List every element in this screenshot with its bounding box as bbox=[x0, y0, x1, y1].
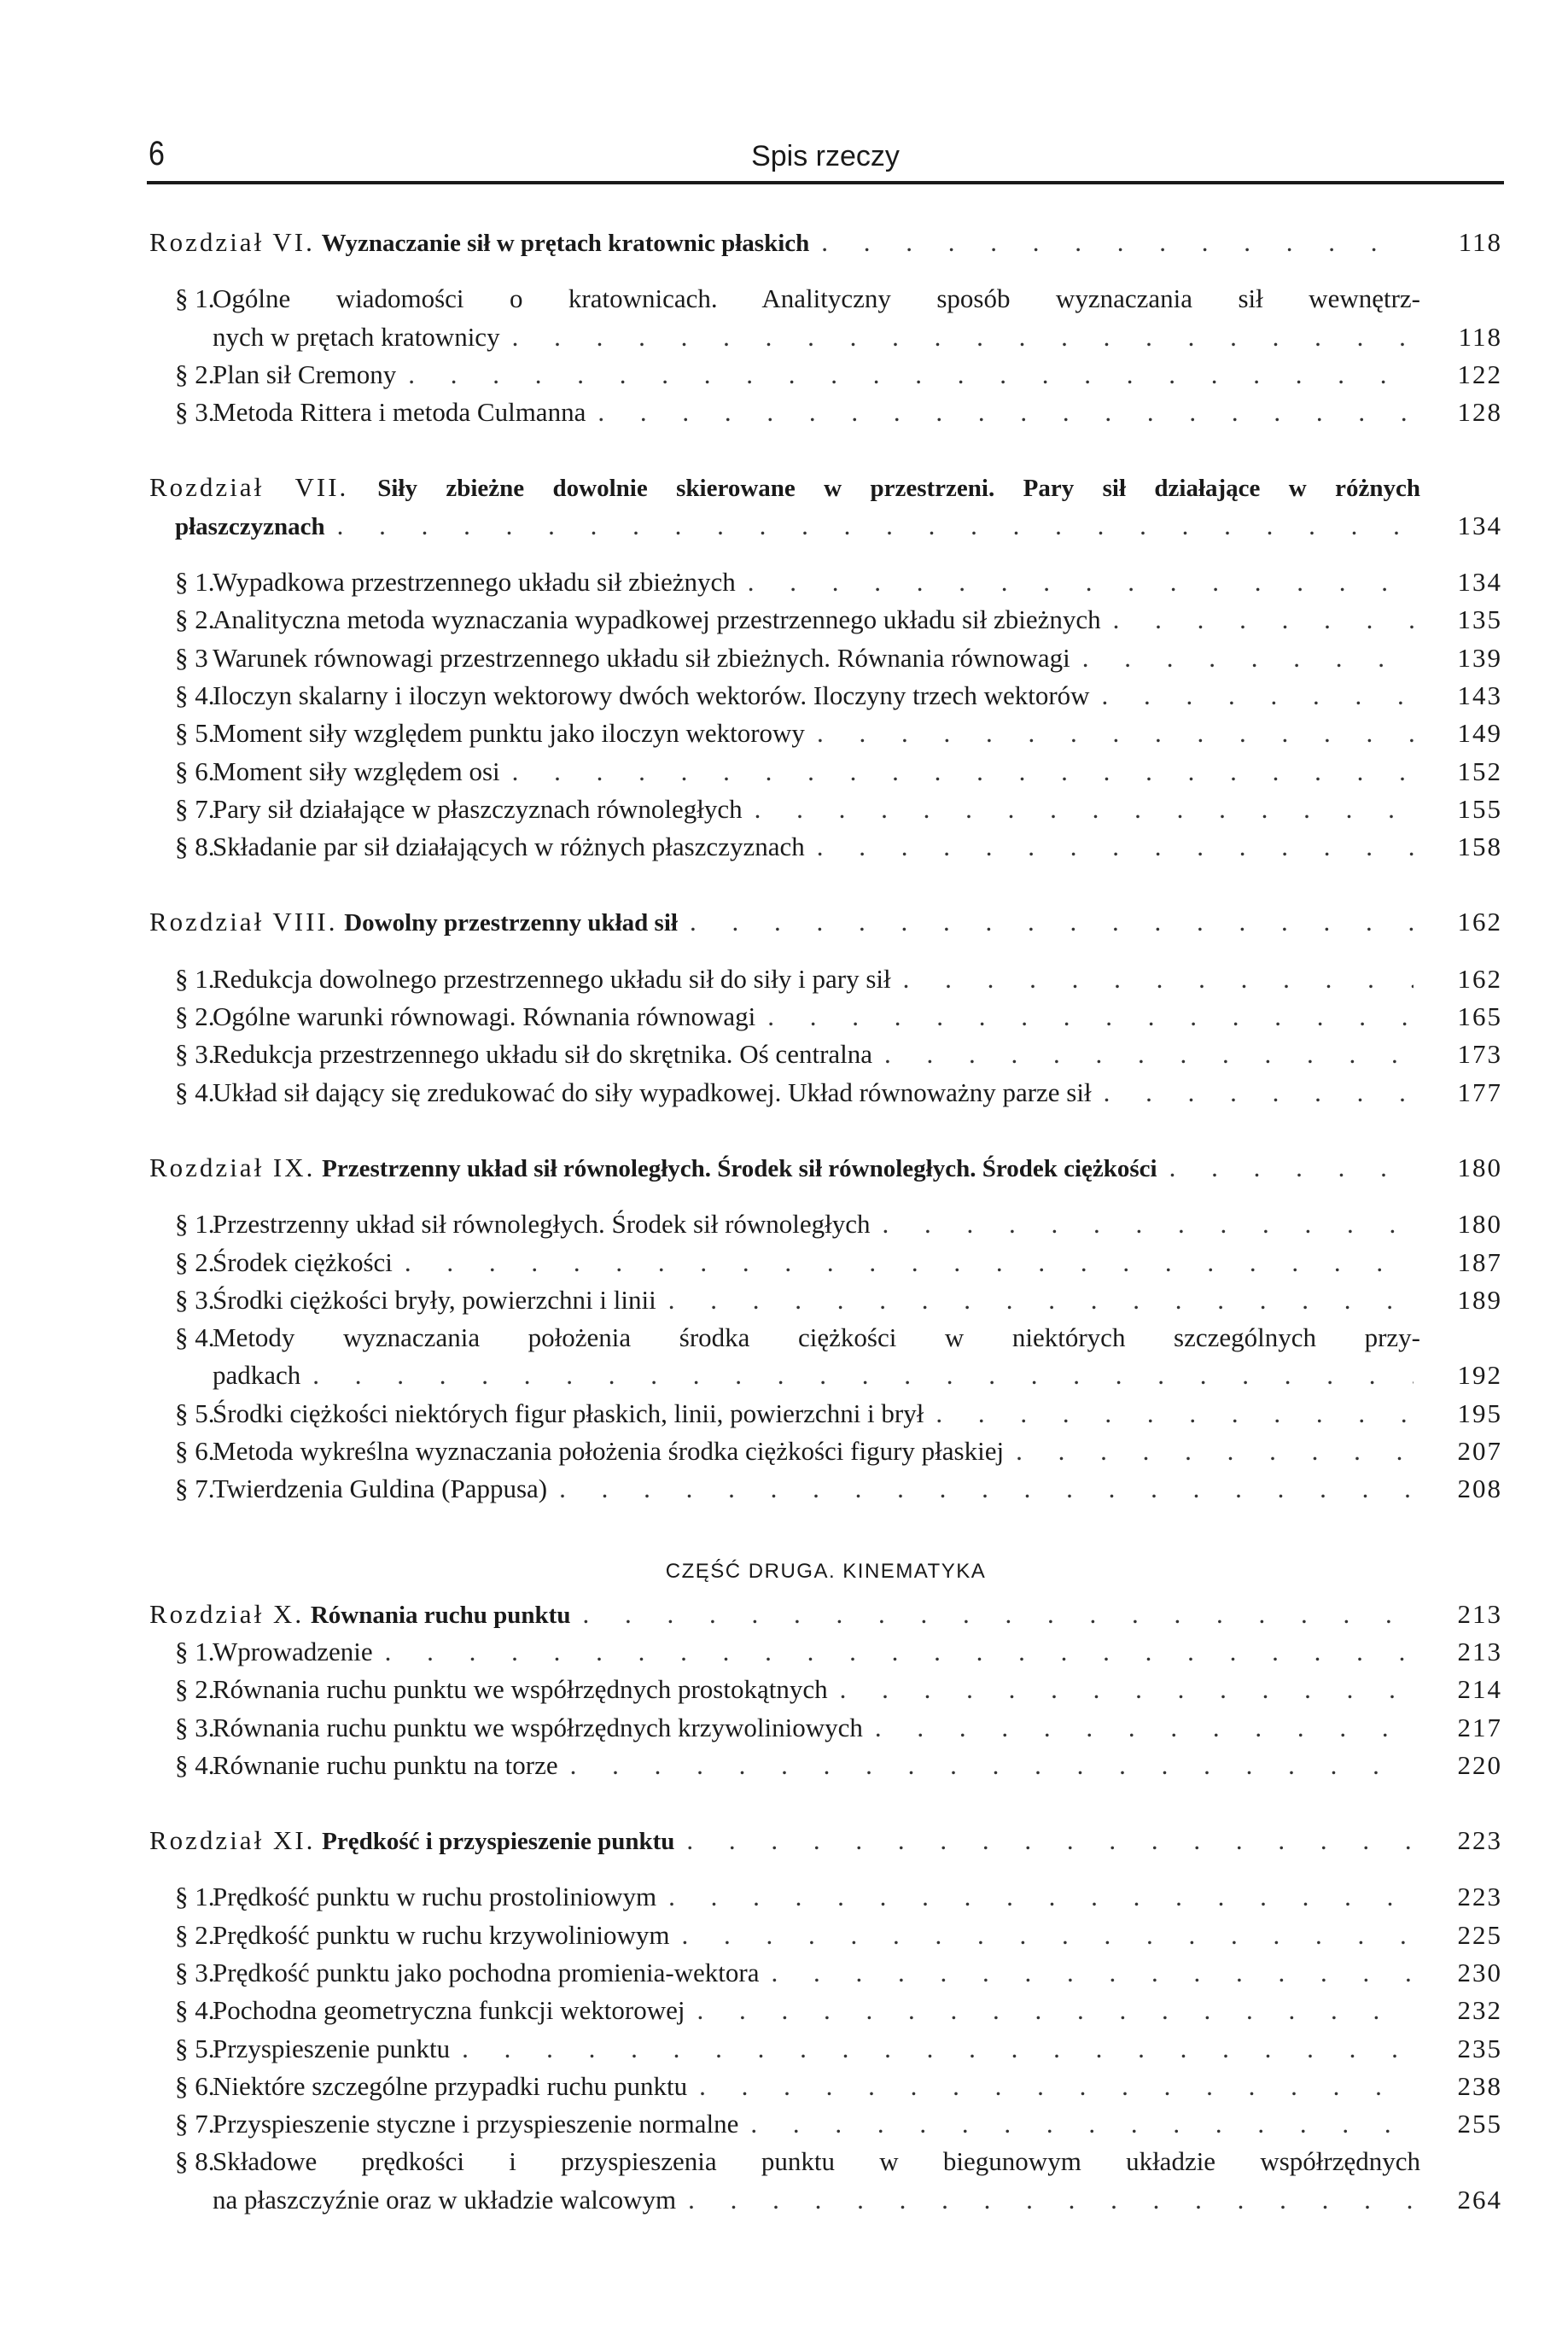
list-item bbox=[149, 1954, 1502, 1992]
section-number: § 3. bbox=[175, 1712, 215, 1742]
section-title: Plan sił Cremony bbox=[213, 359, 397, 389]
dot-leader bbox=[408, 356, 1414, 394]
dot-leader bbox=[385, 1633, 1414, 1671]
section-number: § 2. bbox=[175, 604, 215, 635]
page-number: 6 bbox=[149, 135, 165, 172]
section-title: Metoda Rittera i metoda Culmanna bbox=[213, 397, 586, 428]
section-number: § 1. bbox=[175, 963, 215, 994]
section-title: Metody wyznaczania położenia środka ciężkości w niektórych szczególnych przy- bbox=[213, 1322, 1420, 1353]
dot-leader bbox=[512, 318, 1414, 356]
page-ref: 165 bbox=[1457, 1001, 1502, 1032]
page-ref: 214 bbox=[1457, 1674, 1502, 1705]
page-ref: 235 bbox=[1457, 2033, 1502, 2063]
page-ref: 207 bbox=[1457, 1436, 1502, 1467]
section-number: § 4. bbox=[175, 1749, 215, 1780]
dot-leader bbox=[1102, 677, 1414, 715]
section-list bbox=[149, 960, 1502, 1112]
page-ref: 264 bbox=[1457, 2184, 1502, 2215]
chapter-title: Prędkość i przyspieszenie punktu bbox=[322, 1828, 675, 1856]
page-ref: 118 bbox=[1458, 227, 1502, 257]
section-title: Środki ciężkości niektórych figur płaskich, linii, powierzchni i brył bbox=[213, 1398, 924, 1428]
dot-leader bbox=[903, 960, 1414, 998]
dot-leader bbox=[597, 394, 1414, 431]
dot-leader bbox=[884, 1036, 1414, 1073]
entry-text bbox=[175, 828, 805, 866]
section-number: § 2. bbox=[175, 1674, 215, 1705]
section-number: § 2. bbox=[175, 1246, 215, 1277]
part-heading: CZĘŚĆ DRUGA. KINEMATYKA bbox=[665, 1559, 987, 1583]
chapter bbox=[149, 1149, 1502, 1509]
chapter-heading bbox=[149, 1822, 1502, 1859]
entry-text bbox=[175, 1074, 1092, 1112]
list-item bbox=[149, 1470, 1502, 1508]
dot-leader bbox=[883, 1205, 1414, 1243]
chapter-heading bbox=[149, 1596, 1502, 1633]
page-ref: 180 bbox=[1457, 1209, 1502, 1240]
dot-leader bbox=[697, 1992, 1414, 2029]
entry-text bbox=[175, 1470, 547, 1508]
page-ref: 213 bbox=[1457, 1636, 1502, 1666]
dot-leader bbox=[1169, 1149, 1414, 1187]
chapter-title: Siły zbieżne dowolnie skierowane w przestrzeni. Pary sił działające w różnych bbox=[377, 475, 1420, 503]
chapter-label: Rozdział VII. bbox=[149, 472, 349, 503]
section-number: § 6. bbox=[175, 756, 215, 786]
entry-text bbox=[175, 2143, 1420, 2180]
section-number: § 2. bbox=[175, 359, 215, 389]
entry-text bbox=[175, 677, 1090, 715]
list-item bbox=[149, 1281, 1502, 1319]
chapter-label: Rozdział VIII. bbox=[149, 907, 338, 937]
page-ref: 208 bbox=[1457, 1474, 1502, 1504]
entry-text bbox=[175, 1917, 670, 1954]
section-title: na płaszczyźnie oraz w układzie walcowym bbox=[213, 2184, 677, 2215]
section-list bbox=[149, 1205, 1502, 1508]
section-list bbox=[149, 1878, 1502, 2219]
entry-text bbox=[175, 563, 736, 601]
page-ref: 134 bbox=[1457, 567, 1502, 598]
list-item bbox=[149, 1395, 1502, 1433]
page-ref: 155 bbox=[1457, 793, 1502, 824]
dot-leader bbox=[821, 224, 1414, 261]
section-number: § 2. bbox=[175, 1001, 215, 1032]
section-title: Prędkość punktu jako pochodna promienia-wektora bbox=[213, 1957, 760, 1987]
entry-text bbox=[175, 960, 891, 998]
section-number: § 7. bbox=[175, 1474, 215, 1504]
list-item bbox=[149, 1671, 1502, 1708]
dot-leader bbox=[1113, 601, 1414, 639]
entry-text bbox=[175, 791, 743, 828]
chapter-heading bbox=[149, 469, 1502, 506]
section-number: § 7. bbox=[175, 2109, 215, 2139]
section-number: § 4. bbox=[175, 1077, 215, 1107]
entry-text bbox=[213, 2181, 676, 2219]
chapter-title: Dowolny przestrzenny układ sił bbox=[344, 909, 678, 937]
section-title: Środek ciężkości bbox=[213, 1246, 393, 1277]
section-title: Warunek równowagi przestrzennego układu sił zbieżnych. Równania równowagi bbox=[213, 642, 1070, 673]
section-title: Ogólne wiadomości o kratownicach. Analityczny sposób wyznaczania sił wewnętrz- bbox=[213, 283, 1420, 314]
section-number: § 3. bbox=[175, 1957, 215, 1987]
section-number: § 3 bbox=[175, 642, 208, 673]
dot-leader bbox=[559, 1470, 1414, 1508]
list-item bbox=[149, 1709, 1502, 1747]
chapter bbox=[149, 1596, 1502, 1784]
entry-text bbox=[149, 1596, 570, 1634]
page-ref: 189 bbox=[1457, 1284, 1502, 1315]
list-item bbox=[149, 280, 1502, 318]
dot-leader bbox=[337, 507, 1414, 545]
dot-leader bbox=[570, 1747, 1414, 1784]
page-ref: 225 bbox=[1457, 1919, 1502, 1950]
section-title: Równania ruchu punktu we współrzędnych prostokątnych bbox=[213, 1674, 828, 1705]
page-ref: 162 bbox=[1457, 907, 1502, 937]
entry-text bbox=[175, 639, 1070, 677]
dot-leader bbox=[682, 1917, 1414, 1954]
section-title: Równanie ruchu punktu na torze bbox=[213, 1749, 558, 1780]
section-title: Moment siły względem punktu jako iloczyn wektorowy bbox=[213, 718, 805, 749]
section-title: Przestrzenny układ sił równoległych. Środek sił równoległych bbox=[213, 1209, 871, 1240]
list-item bbox=[149, 1244, 1502, 1281]
page-ref: 187 bbox=[1457, 1246, 1502, 1277]
chapter-heading bbox=[149, 1149, 1502, 1187]
entry-text bbox=[175, 280, 1420, 318]
chapter-label: Rozdział XI. bbox=[149, 1825, 316, 1856]
dot-leader bbox=[668, 1878, 1414, 1916]
page-ref: 149 bbox=[1457, 718, 1502, 749]
list-item bbox=[149, 715, 1502, 752]
section-number: § 1. bbox=[175, 283, 215, 314]
chapter bbox=[149, 903, 1502, 1111]
entry-text bbox=[149, 1822, 674, 1860]
section-number: § 6. bbox=[175, 2070, 215, 2101]
list-item bbox=[149, 1917, 1502, 1954]
dot-leader bbox=[772, 1954, 1414, 1992]
section-title: Redukcja dowolnego przestrzennego układu sił do siły i pary sił bbox=[213, 963, 891, 994]
section-number: § 7. bbox=[175, 793, 215, 824]
dot-leader bbox=[405, 1244, 1414, 1281]
section-title: Przyspieszenie punktu bbox=[213, 2033, 451, 2063]
section-title: Składowe prędkości i przyspieszenia punktu w biegunowym układzie współrzędnych bbox=[213, 2146, 1420, 2177]
page-ref: 173 bbox=[1457, 1039, 1502, 1070]
dot-leader bbox=[582, 1596, 1414, 1633]
entry-text bbox=[175, 1747, 558, 1784]
section-number: § 2. bbox=[175, 1919, 215, 1950]
dot-leader bbox=[936, 1395, 1414, 1433]
section-number: § 1. bbox=[175, 1209, 215, 1240]
dot-leader bbox=[750, 2105, 1414, 2143]
page-ref: 118 bbox=[1458, 321, 1502, 352]
section-number: § 1. bbox=[175, 1882, 215, 1912]
page-ref: 223 bbox=[1457, 1882, 1502, 1912]
entry-text bbox=[175, 1954, 760, 1992]
page-ref: 220 bbox=[1457, 1749, 1502, 1780]
section-number: § 6. bbox=[175, 1436, 215, 1467]
dot-leader bbox=[817, 828, 1414, 866]
chapter-title: Wyznaczanie sił w prętach kratownic płaskich bbox=[321, 230, 810, 257]
section-title: Prędkość punktu w ruchu krzywoliniowym bbox=[213, 1919, 670, 1950]
entry-text bbox=[175, 1244, 393, 1281]
chapter bbox=[149, 469, 1502, 866]
dot-leader bbox=[840, 1671, 1414, 1708]
section-number: § 8. bbox=[175, 2146, 215, 2177]
section-number: § 3. bbox=[175, 1039, 215, 1070]
list-item bbox=[149, 2143, 1502, 2180]
entry-text bbox=[175, 753, 500, 791]
entry-text bbox=[149, 903, 678, 942]
page-ref: 195 bbox=[1457, 1398, 1502, 1428]
list-item bbox=[149, 1633, 1502, 1671]
entry-text bbox=[175, 2068, 687, 2105]
section-number: § 4. bbox=[175, 680, 215, 710]
list-item bbox=[149, 677, 1502, 715]
dot-leader bbox=[1016, 1433, 1414, 1470]
chapter-label: Rozdział X. bbox=[149, 1598, 305, 1629]
section-title: Pochodna geometryczna funkcji wektorowej bbox=[213, 1995, 685, 2026]
page-ref: 134 bbox=[1457, 510, 1502, 540]
list-item bbox=[149, 1357, 1502, 1394]
chapter-label: Rozdział VI. bbox=[149, 227, 315, 257]
entry-text bbox=[149, 469, 1420, 507]
list-item bbox=[149, 828, 1502, 866]
table-of-contents bbox=[149, 224, 1502, 2219]
dot-leader bbox=[312, 1357, 1414, 1394]
section-title: padkach bbox=[213, 1360, 301, 1391]
section-list bbox=[149, 563, 1502, 866]
section-list bbox=[149, 1633, 1502, 1784]
list-item bbox=[149, 791, 1502, 828]
chapter bbox=[149, 1822, 1502, 2219]
entry-text bbox=[175, 1671, 828, 1708]
list-item bbox=[149, 1036, 1502, 1073]
entry-text bbox=[175, 1878, 656, 1916]
chapter-title: płaszczyznach bbox=[175, 512, 325, 540]
page-ref: 139 bbox=[1457, 642, 1502, 673]
list-item bbox=[149, 1433, 1502, 1470]
section-number: § 5. bbox=[175, 1398, 215, 1428]
page-ref: 152 bbox=[1457, 756, 1502, 786]
entry-text bbox=[175, 2105, 738, 2143]
entry-text bbox=[175, 715, 805, 752]
entry-text bbox=[175, 1281, 656, 1319]
page-ref: 162 bbox=[1457, 963, 1502, 994]
section-title: Ogólne warunki równowagi. Równania równowagi bbox=[213, 1001, 756, 1032]
list-item bbox=[149, 960, 1502, 998]
entry-text bbox=[175, 394, 586, 431]
entry-text bbox=[213, 1357, 300, 1394]
chapter-heading bbox=[149, 507, 1502, 545]
list-item bbox=[149, 563, 1502, 601]
page-ref: 238 bbox=[1457, 2070, 1502, 2101]
entry-text bbox=[175, 356, 396, 394]
section-title: Moment siły względem osi bbox=[213, 756, 500, 786]
list-item bbox=[149, 1992, 1502, 2029]
section-title: Iloczyn skalarny i iloczyn wektorowy dwóch wektorów. Iloczyny trzech wektorów bbox=[213, 680, 1090, 710]
section-title: Metoda wykreślna wyznaczania położenia środka ciężkości figury płaskiej bbox=[213, 1436, 1005, 1467]
entry-text bbox=[175, 1395, 924, 1433]
dot-leader bbox=[688, 2181, 1414, 2219]
section-number: § 8. bbox=[175, 832, 215, 862]
dot-leader bbox=[1082, 639, 1414, 677]
entry-text bbox=[149, 1149, 1157, 1188]
list-item bbox=[149, 1074, 1502, 1112]
list-item bbox=[149, 356, 1502, 394]
list-item bbox=[149, 394, 1502, 431]
list-item bbox=[149, 1319, 1502, 1357]
section-title: Analityczna metoda wyznaczania wypadkowej przestrzennego układu sił zbieżnych bbox=[213, 604, 1101, 635]
chapter-heading bbox=[149, 903, 1502, 941]
page-ref: 128 bbox=[1457, 397, 1502, 428]
dot-leader bbox=[755, 791, 1414, 828]
section-title: Wprowadzenie bbox=[213, 1636, 373, 1666]
list-item bbox=[149, 318, 1502, 356]
entry-text bbox=[175, 1633, 373, 1671]
section-title: Pary sił działające w płaszczyznach równoległych bbox=[213, 793, 743, 824]
page-ref: 217 bbox=[1457, 1712, 1502, 1742]
entry-text bbox=[175, 1433, 1004, 1470]
chapter-title: Przestrzenny układ sił równoległych. Środek sił równoległych. Środek ciężkości bbox=[322, 1154, 1157, 1182]
chapter bbox=[149, 224, 1502, 431]
entry-text bbox=[213, 318, 500, 356]
page-ref: 223 bbox=[1457, 1825, 1502, 1856]
section-title: Przyspieszenie styczne i przyspieszenie normalne bbox=[213, 2109, 739, 2139]
page-ref: 177 bbox=[1457, 1077, 1502, 1107]
page-ref: 143 bbox=[1457, 680, 1502, 710]
list-item bbox=[149, 2105, 1502, 2143]
section-number: § 5. bbox=[175, 2033, 215, 2063]
page-ref: 135 bbox=[1457, 604, 1502, 635]
section-number: § 3. bbox=[175, 1284, 215, 1315]
dot-leader bbox=[748, 563, 1414, 601]
chapter-heading bbox=[149, 224, 1502, 261]
list-item bbox=[149, 639, 1502, 677]
dot-leader bbox=[767, 998, 1414, 1036]
dot-leader bbox=[668, 1281, 1414, 1319]
entry-text bbox=[149, 224, 809, 262]
section-number: § 4. bbox=[175, 1995, 215, 2026]
list-item bbox=[149, 753, 1502, 791]
section-title: Środki ciężkości bryły, powierzchni i linii bbox=[213, 1284, 656, 1315]
section-list bbox=[149, 280, 1502, 431]
page-ref: 180 bbox=[1457, 1152, 1502, 1182]
page-ref: 158 bbox=[1457, 832, 1502, 862]
section-number: § 3. bbox=[175, 397, 215, 428]
list-item bbox=[149, 1205, 1502, 1243]
page-ref: 122 bbox=[1457, 359, 1502, 389]
dot-leader bbox=[1104, 1074, 1414, 1112]
dot-leader bbox=[462, 2030, 1414, 2068]
page-ref: 230 bbox=[1457, 1957, 1502, 1987]
entry-text bbox=[175, 2030, 450, 2068]
dot-leader bbox=[690, 903, 1414, 941]
dot-leader bbox=[875, 1709, 1414, 1747]
list-item bbox=[149, 601, 1502, 639]
section-number: § 1. bbox=[175, 567, 215, 598]
section-title: Redukcja przestrzennego układu sił do skrętnika. Oś centralna bbox=[213, 1039, 873, 1070]
page-ref: 232 bbox=[1457, 1995, 1502, 2026]
chapter-label: Rozdział IX. bbox=[149, 1152, 316, 1182]
section-title: Wypadkowa przestrzennego układu sił zbieżnych bbox=[213, 567, 736, 598]
dot-leader bbox=[817, 715, 1414, 752]
list-item bbox=[149, 998, 1502, 1036]
list-item bbox=[149, 1878, 1502, 1916]
section-number: § 4. bbox=[175, 1322, 215, 1353]
dot-leader bbox=[686, 1822, 1414, 1859]
page-header bbox=[147, 128, 1504, 184]
chapter-title: Równania ruchu punktu bbox=[310, 1601, 571, 1629]
section-title: Prędkość punktu w ruchu prostoliniowym bbox=[213, 1882, 657, 1912]
page-ref: 255 bbox=[1457, 2109, 1502, 2139]
section-number: § 5. bbox=[175, 718, 215, 749]
entry-text bbox=[175, 1036, 872, 1073]
entry-text bbox=[175, 1205, 871, 1243]
entry-text bbox=[175, 1319, 1420, 1357]
entry-text bbox=[175, 1709, 863, 1747]
section-title: Twierdzenia Guldina (Pappusa) bbox=[213, 1474, 548, 1504]
list-item bbox=[149, 2181, 1502, 2219]
entry-text bbox=[175, 1992, 685, 2029]
running-title: Spis rzeczy bbox=[751, 140, 900, 172]
section-title: nych w prętach kratownicy bbox=[213, 321, 500, 352]
list-item bbox=[149, 2030, 1502, 2068]
page-ref: 213 bbox=[1457, 1598, 1502, 1629]
section-title: Układ sił dający się zredukować do siły wypadkowej. Układ równoważny parze sił bbox=[213, 1077, 1092, 1107]
list-item bbox=[149, 2068, 1502, 2105]
section-title: Równania ruchu punktu we współrzędnych krzywoliniowych bbox=[213, 1712, 863, 1742]
entry-text bbox=[175, 601, 1101, 639]
entry-text bbox=[175, 507, 325, 546]
entry-text bbox=[175, 998, 755, 1036]
list-item bbox=[149, 1747, 1502, 1784]
page-ref: 192 bbox=[1457, 1360, 1502, 1391]
section-number: § 1. bbox=[175, 1636, 215, 1666]
dot-leader bbox=[512, 753, 1414, 791]
section-title: Składanie par sił działających w różnych płaszczyznach bbox=[213, 832, 805, 862]
section-title: Niektóre szczególne przypadki ruchu punktu bbox=[213, 2070, 688, 2101]
dot-leader bbox=[699, 2068, 1414, 2105]
